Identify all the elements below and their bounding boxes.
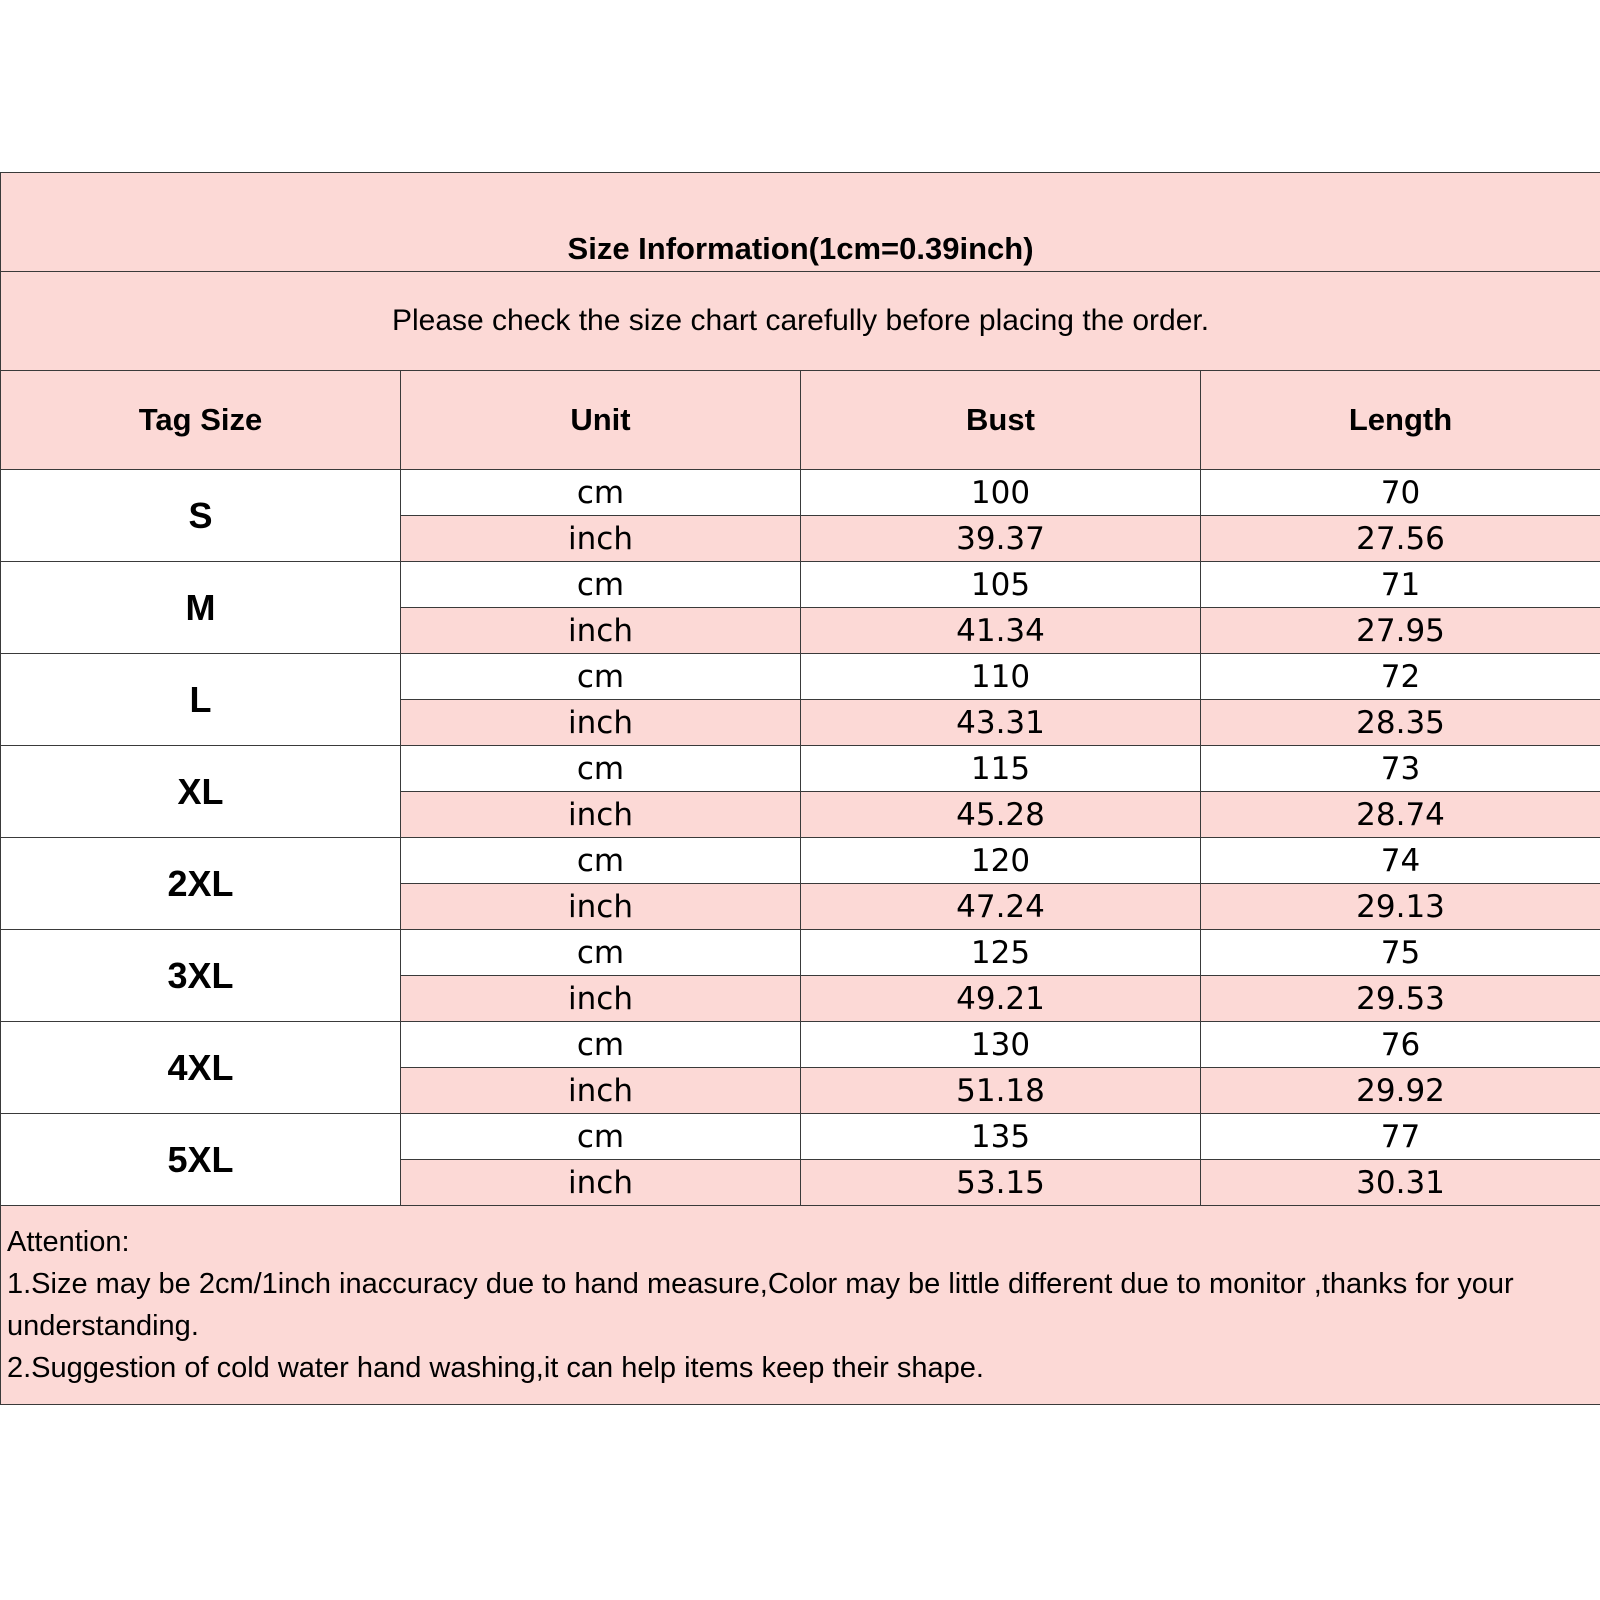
- inch-length-cell: 28.35: [1201, 700, 1600, 746]
- inch-bust-cell: 45.28: [801, 792, 1201, 838]
- size-row-cm: [1, 838, 1600, 884]
- inch-length-cell: 27.56: [1201, 516, 1600, 562]
- tag-size-cell: XL: [1, 746, 401, 838]
- cm-length-cell: 74: [1201, 838, 1600, 884]
- inch-length-cell: 28.74: [1201, 792, 1600, 838]
- header-tag-size: Tag Size: [1, 371, 401, 470]
- inch-unit-cell: inch: [401, 1160, 801, 1206]
- cm-length-cell: 71: [1201, 562, 1600, 608]
- inch-unit-cell: inch: [401, 516, 801, 562]
- cm-unit-cell: cm: [401, 1114, 801, 1160]
- notes-body: [1, 1206, 1600, 1405]
- header-row: [1, 371, 1600, 470]
- cm-bust-cell: 125: [801, 930, 1201, 976]
- size-row-cm: [1, 930, 1600, 976]
- inch-length-cell: 27.95: [1201, 608, 1600, 654]
- cm-unit-cell: cm: [401, 746, 801, 792]
- cm-unit-cell: cm: [401, 838, 801, 884]
- cm-bust-cell: 100: [801, 470, 1201, 516]
- inch-unit-cell: inch: [401, 608, 801, 654]
- inch-bust-cell: 51.18: [801, 1068, 1201, 1114]
- cm-unit-cell: cm: [401, 930, 801, 976]
- inch-length-cell: 30.31: [1201, 1160, 1600, 1206]
- tag-size-cell: 2XL: [1, 838, 401, 930]
- cm-unit-cell: cm: [401, 1022, 801, 1068]
- title-row: [1, 173, 1600, 272]
- inch-bust-cell: 39.37: [801, 516, 1201, 562]
- tag-size-cell: 3XL: [1, 930, 401, 1022]
- tag-size-cell: 4XL: [1, 1022, 401, 1114]
- attention-notes: [1, 1206, 1600, 1405]
- attention-line-1: 1.Size may be 2cm/1inch inaccuracy due to hand measure,Color may be little different due to monitor ,thanks for your understanding.: [7, 1268, 1514, 1342]
- tag-size-cell: S: [1, 470, 401, 562]
- cm-bust-cell: 130: [801, 1022, 1201, 1068]
- size-row-cm: [1, 562, 1600, 608]
- inch-unit-cell: inch: [401, 976, 801, 1022]
- table-title: Size Information(1cm=0.39inch): [567, 231, 1034, 266]
- cm-bust-cell: 110: [801, 654, 1201, 700]
- inch-unit-cell: inch: [401, 700, 801, 746]
- cm-bust-cell: 120: [801, 838, 1201, 884]
- cm-bust-cell: 105: [801, 562, 1201, 608]
- size-chart-table: [0, 172, 1600, 1405]
- attention-line-2: 2.Suggestion of cold water hand washing,it can help items keep their shape.: [7, 1352, 984, 1384]
- inch-bust-cell: 53.15: [801, 1160, 1201, 1206]
- inch-unit-cell: inch: [401, 1068, 801, 1114]
- cm-unit-cell: cm: [401, 562, 801, 608]
- notes-row: [1, 1206, 1600, 1405]
- cm-bust-cell: 115: [801, 746, 1201, 792]
- attention-heading: Attention:: [7, 1226, 130, 1258]
- size-row-cm: [1, 1114, 1600, 1160]
- tag-size-cell: 5XL: [1, 1114, 401, 1206]
- cm-length-cell: 77: [1201, 1114, 1600, 1160]
- tag-size-cell: M: [1, 562, 401, 654]
- tag-size-cell: L: [1, 654, 401, 746]
- size-row-cm: [1, 654, 1600, 700]
- header-length: Length: [1201, 371, 1600, 470]
- cm-bust-cell: 135: [801, 1114, 1201, 1160]
- size-chart-body: [1, 173, 1600, 1206]
- subtitle-row: [1, 272, 1600, 371]
- inch-bust-cell: 49.21: [801, 976, 1201, 1022]
- cm-length-cell: 73: [1201, 746, 1600, 792]
- table-subtitle: Please check the size chart carefully before placing the order.: [1, 272, 1600, 371]
- size-row-cm: [1, 746, 1600, 792]
- header-unit: Unit: [401, 371, 801, 470]
- inch-bust-cell: 47.24: [801, 884, 1201, 930]
- cm-length-cell: 70: [1201, 470, 1600, 516]
- size-row-cm: [1, 470, 1600, 516]
- cm-length-cell: 72: [1201, 654, 1600, 700]
- cm-unit-cell: cm: [401, 654, 801, 700]
- inch-length-cell: 29.13: [1201, 884, 1600, 930]
- inch-length-cell: 29.53: [1201, 976, 1600, 1022]
- header-bust: Bust: [801, 371, 1201, 470]
- cm-length-cell: 75: [1201, 930, 1600, 976]
- table-title-cell: [1, 173, 1600, 272]
- inch-length-cell: 29.92: [1201, 1068, 1600, 1114]
- inch-unit-cell: inch: [401, 792, 801, 838]
- inch-bust-cell: 43.31: [801, 700, 1201, 746]
- inch-unit-cell: inch: [401, 884, 801, 930]
- inch-bust-cell: 41.34: [801, 608, 1201, 654]
- cm-length-cell: 76: [1201, 1022, 1600, 1068]
- size-row-cm: [1, 1022, 1600, 1068]
- cm-unit-cell: cm: [401, 470, 801, 516]
